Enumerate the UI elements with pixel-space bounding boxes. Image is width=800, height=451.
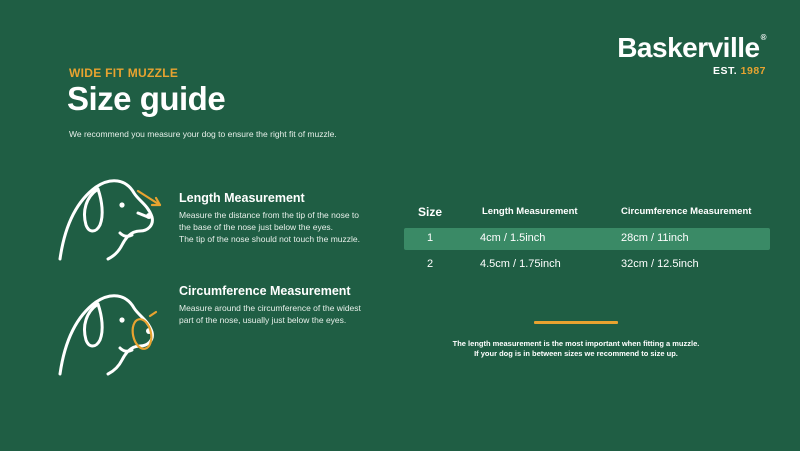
length-measurement-section [179, 191, 399, 245]
product-subtitle: WIDE FIT MUZZLE [69, 66, 179, 80]
length-line: The tip of the nose should not touch the muzzle. [179, 234, 360, 244]
circumference-line: Measure around the circumference of the widest [179, 303, 361, 313]
intro-text: We recommend you measure your dog to ensure the right fit of muzzle. [69, 129, 337, 139]
note-line-1: The length measurement is the most important when fitting a muzzle. [452, 339, 700, 348]
cell-length: 4cm / 1.5inch [480, 232, 546, 244]
dog-head-circumference-icon [56, 290, 166, 380]
dog-head-length-icon [56, 175, 166, 265]
circumference-title: Circumference Measurement [179, 284, 351, 298]
established-prefix: EST. [713, 65, 738, 77]
table-row [404, 228, 770, 250]
page-title: Size guide [67, 80, 226, 117]
established-line [617, 65, 766, 77]
circumference-measurement-section [179, 284, 399, 326]
length-line: the base of the nose just below the eyes. [179, 222, 334, 232]
size-table [404, 200, 770, 276]
note-line-2: If your dog is in between sizes we recommend to size up. [474, 349, 678, 358]
length-title: Length Measurement [179, 191, 305, 205]
cell-circumference: 28cm / 11inch [621, 232, 689, 244]
established-year: 1987 [740, 65, 766, 77]
cell-length: 4.5cm / 1.75inch [480, 258, 561, 270]
cell-circumference: 32cm / 12.5inch [621, 258, 699, 270]
registered-mark: ® [760, 33, 766, 42]
brand-name: Baskerville [617, 32, 760, 63]
accent-divider [534, 321, 618, 324]
circumference-description [179, 302, 399, 326]
cell-size: 1 [427, 232, 434, 244]
fitting-note [405, 339, 747, 359]
header-circumference: Circumference Measurement [621, 206, 752, 217]
cell-size: 2 [427, 258, 434, 270]
header-length: Length Measurement [482, 206, 578, 217]
circumference-line: part of the nose, usually just below the eyes. [179, 315, 347, 325]
length-line: Measure the distance from the tip of the nose to [179, 210, 360, 220]
brand-logo [617, 34, 766, 77]
table-header [404, 200, 770, 224]
header-size: Size [418, 205, 443, 219]
table-row [404, 254, 770, 276]
length-description [179, 209, 399, 245]
